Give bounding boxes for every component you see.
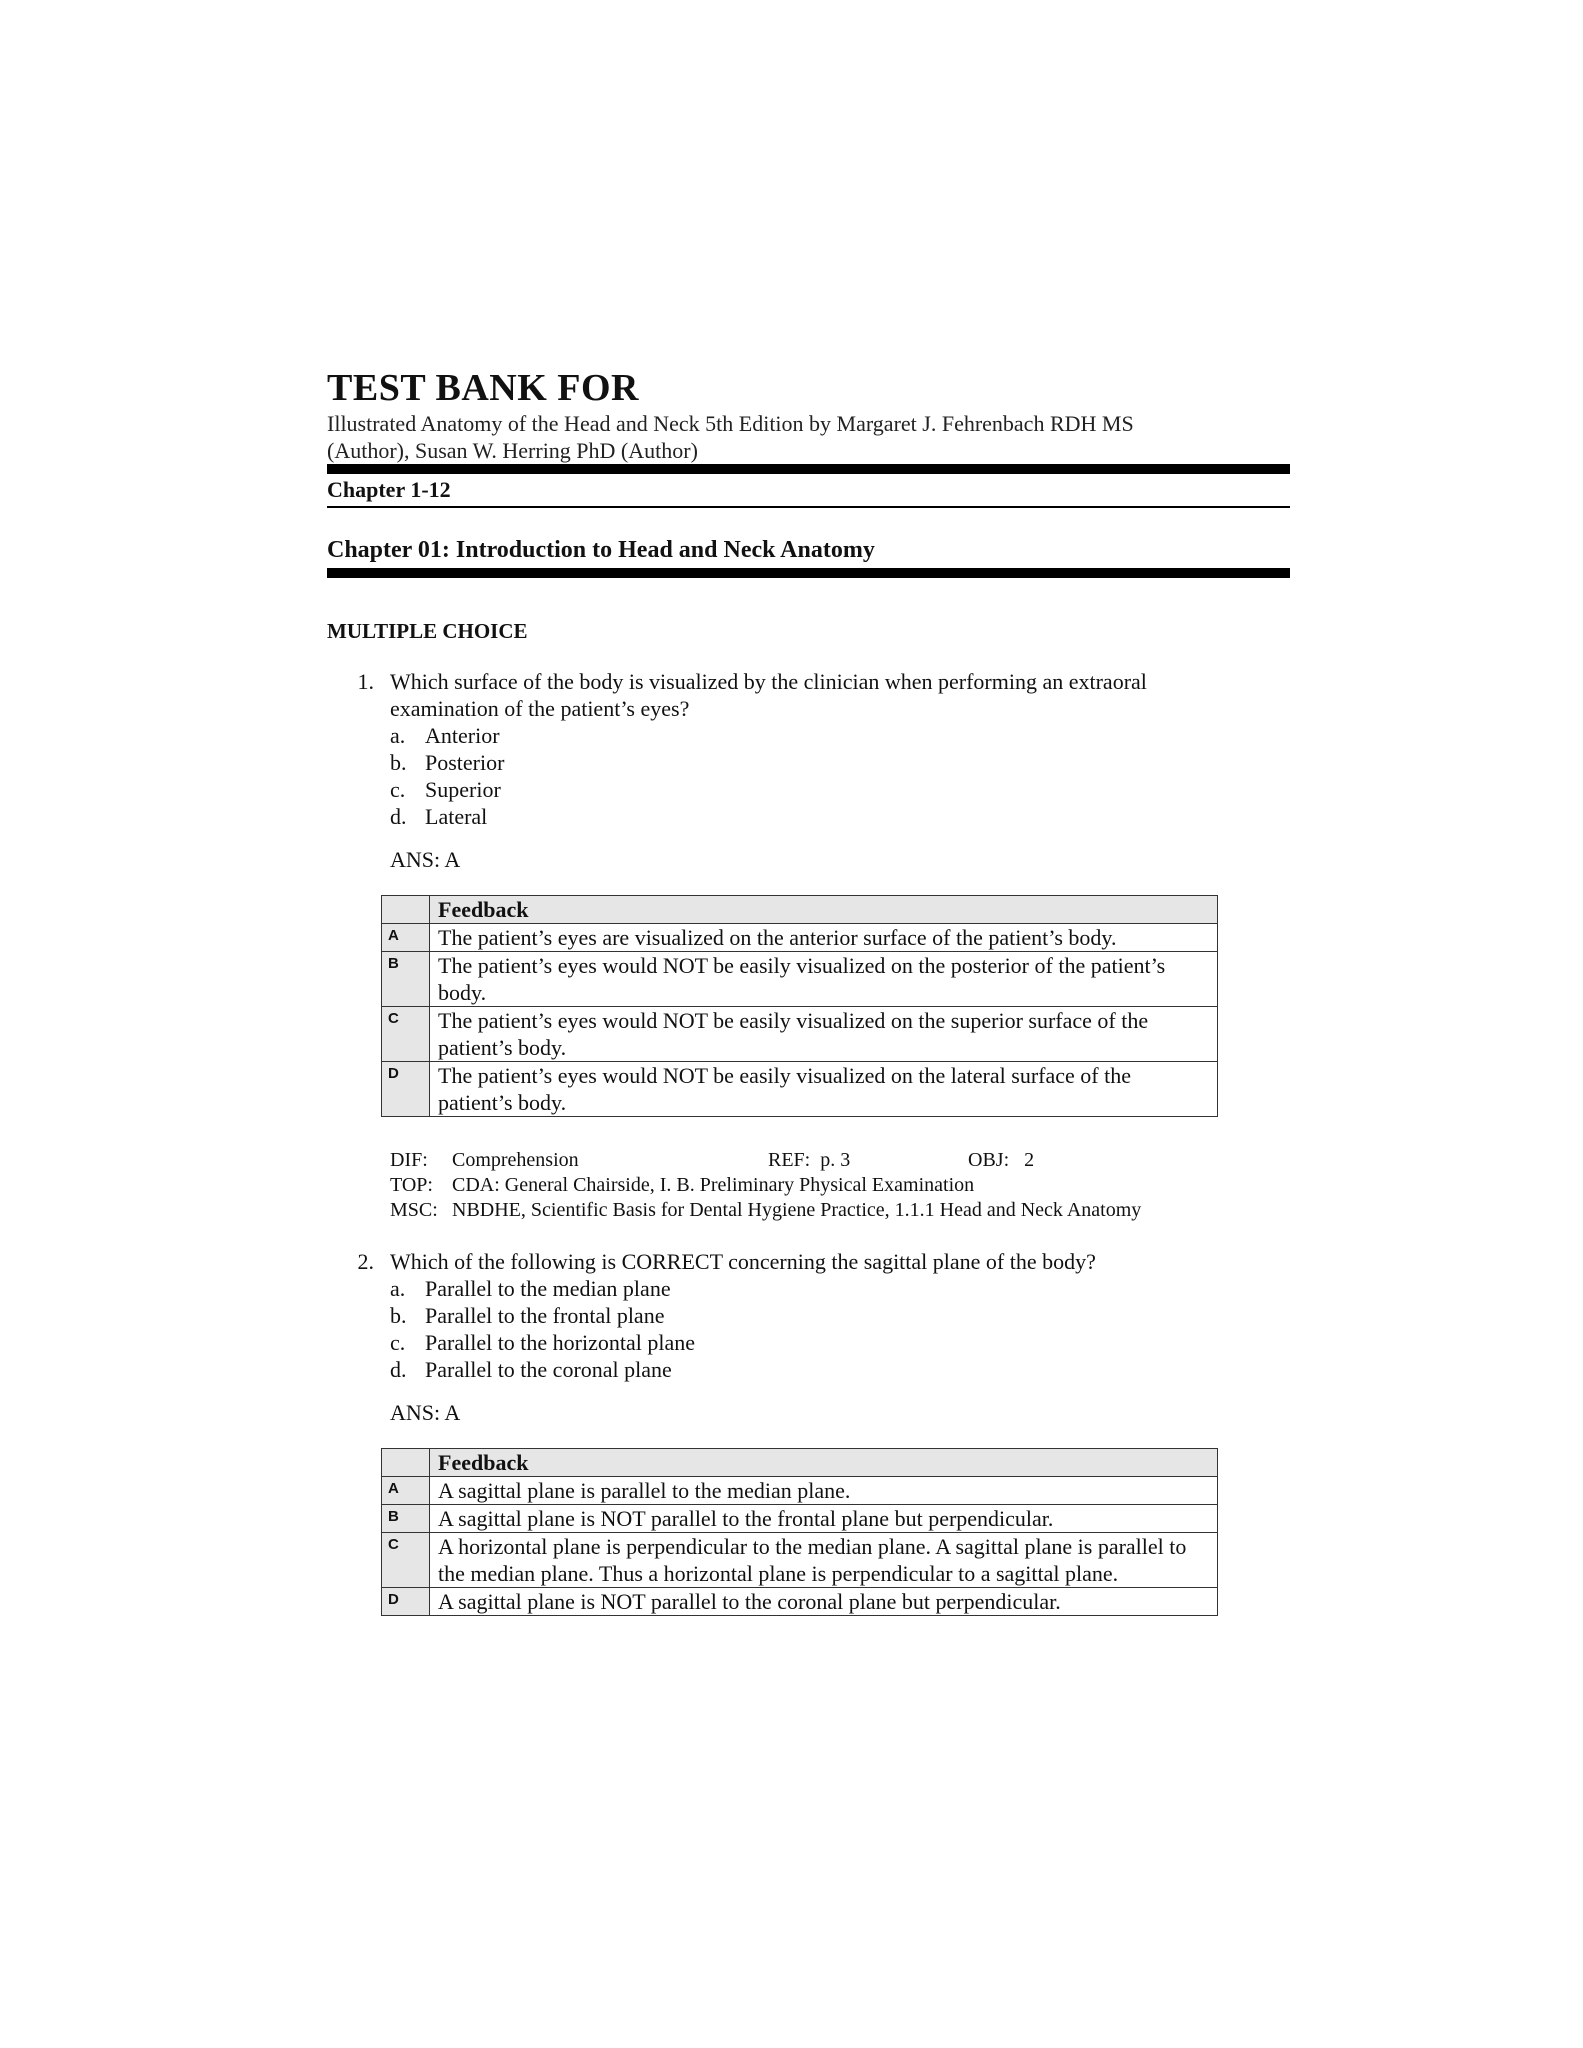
feedback-letter: D: [382, 1588, 430, 1616]
table-row: [382, 1588, 1218, 1616]
topic: CDA: General Chairside, I. B. Preliminary Physical Examination: [452, 1174, 975, 1196]
divider-thin: [327, 506, 1290, 508]
feedback-letter: A: [382, 924, 430, 952]
feedback-text: The patient’s eyes would NOT be easily visualized on the posterior of the patient’s body.: [430, 952, 1218, 1007]
feedback-text: A sagittal plane is parallel to the median plane.: [430, 1477, 1218, 1505]
feedback-header-row: [382, 1449, 1218, 1477]
feedback-letter: C: [382, 1533, 430, 1588]
option-d: d. Lateral: [390, 804, 488, 829]
feedback-text: A horizontal plane is perpendicular to the median plane. A sagittal plane is parallel to the median plane. Thus a horizontal plane is perpendicular to a sagittal plane.: [430, 1533, 1218, 1588]
feedback-text: The patient’s eyes would NOT be easily visualized on the lateral surface of the patient’s body.: [430, 1062, 1218, 1117]
table-row: [382, 952, 1218, 1007]
chapter-range: Chapter 1-12: [327, 477, 451, 502]
option-a: a. Anterior: [390, 723, 500, 748]
table-row: [382, 1007, 1218, 1062]
answer-line: ANS: A: [390, 847, 461, 872]
feedback-header: Feedback: [430, 1449, 1218, 1477]
msc: NBDHE, Scientific Basis for Dental Hygiene Practice, 1.1.1 Head and Neck Anatomy: [452, 1199, 1142, 1221]
question-metadata: DIF: Comprehension REF: p. 3 OBJ: 2 TOP: CDA: General Chairside, I. B. Preliminary Physical Examination MSC: NBDHE, Scientific Basis for Dental Hygiene Practice, 1.1.1 Head and Neck Anatomy: [390, 1149, 1142, 1221]
answer-options: [390, 722, 1230, 830]
subtitle-line-2: (Author), Susan W. Herring PhD (Author): [327, 438, 698, 463]
feedback-text: The patient’s eyes would NOT be easily visualized on the superior surface of the patient’s body.: [430, 1007, 1218, 1062]
table-row: [382, 1062, 1218, 1117]
feedback-letter: A: [382, 1477, 430, 1505]
option-b: b. Parallel to the frontal plane: [390, 1303, 665, 1328]
table-row: [382, 924, 1218, 952]
feedback-letter: B: [382, 952, 430, 1007]
option-a: a. Parallel to the median plane: [390, 1276, 671, 1301]
reference: p. 3: [820, 1149, 851, 1171]
difficulty: Comprehension: [452, 1149, 579, 1171]
document-title: TEST BANK FOR: [327, 367, 639, 409]
question-text: Which surface of the body is visualized by the clinician when performing an extraoral examination of the patient’s eyes?: [390, 669, 1147, 721]
feedback-header: Feedback: [430, 896, 1218, 924]
question-text: Which of the following is CORRECT concerning the sagittal plane of the body?: [390, 1249, 1096, 1274]
feedback-letter: D: [382, 1062, 430, 1117]
feedback-table: [381, 1448, 1218, 1616]
divider-thick: [327, 464, 1290, 474]
table-row: [382, 1477, 1218, 1505]
section-heading: MULTIPLE CHOICE: [327, 619, 528, 643]
feedback-text: A sagittal plane is NOT parallel to the coronal plane but perpendicular.: [430, 1588, 1218, 1616]
feedback-text: The patient’s eyes are visualized on the anterior surface of the patient’s body.: [430, 924, 1218, 952]
divider-thick: [327, 568, 1290, 578]
feedback-header-row: [382, 896, 1218, 924]
option-d: d. Parallel to the coronal plane: [390, 1357, 672, 1382]
feedback-letter: C: [382, 1007, 430, 1062]
option-b: b. Posterior: [390, 750, 505, 775]
question-2: [350, 1248, 1230, 1426]
question-number: 1.: [357, 669, 374, 694]
table-row: [382, 1533, 1218, 1588]
subtitle-line-1: Illustrated Anatomy of the Head and Neck 5th Edition by Margaret J. Fehrenbach RDH MS: [327, 411, 1134, 436]
objective: 2: [1024, 1149, 1035, 1171]
option-c: c. Parallel to the horizontal plane: [390, 1330, 696, 1355]
book-subtitle: [327, 410, 1317, 464]
question-1: [350, 668, 1230, 873]
feedback-text: A sagittal plane is NOT parallel to the frontal plane but perpendicular.: [430, 1505, 1218, 1533]
option-c: c. Superior: [390, 777, 501, 802]
feedback-table: [381, 895, 1218, 1117]
feedback-letter: B: [382, 1505, 430, 1533]
table-row: [382, 1505, 1218, 1533]
question-number: 2.: [357, 1249, 374, 1274]
answer-line: ANS: A: [390, 1400, 461, 1425]
answer-options: [390, 1275, 1230, 1383]
chapter-title: Chapter 01: Introduction to Head and Neck Anatomy: [327, 537, 875, 563]
